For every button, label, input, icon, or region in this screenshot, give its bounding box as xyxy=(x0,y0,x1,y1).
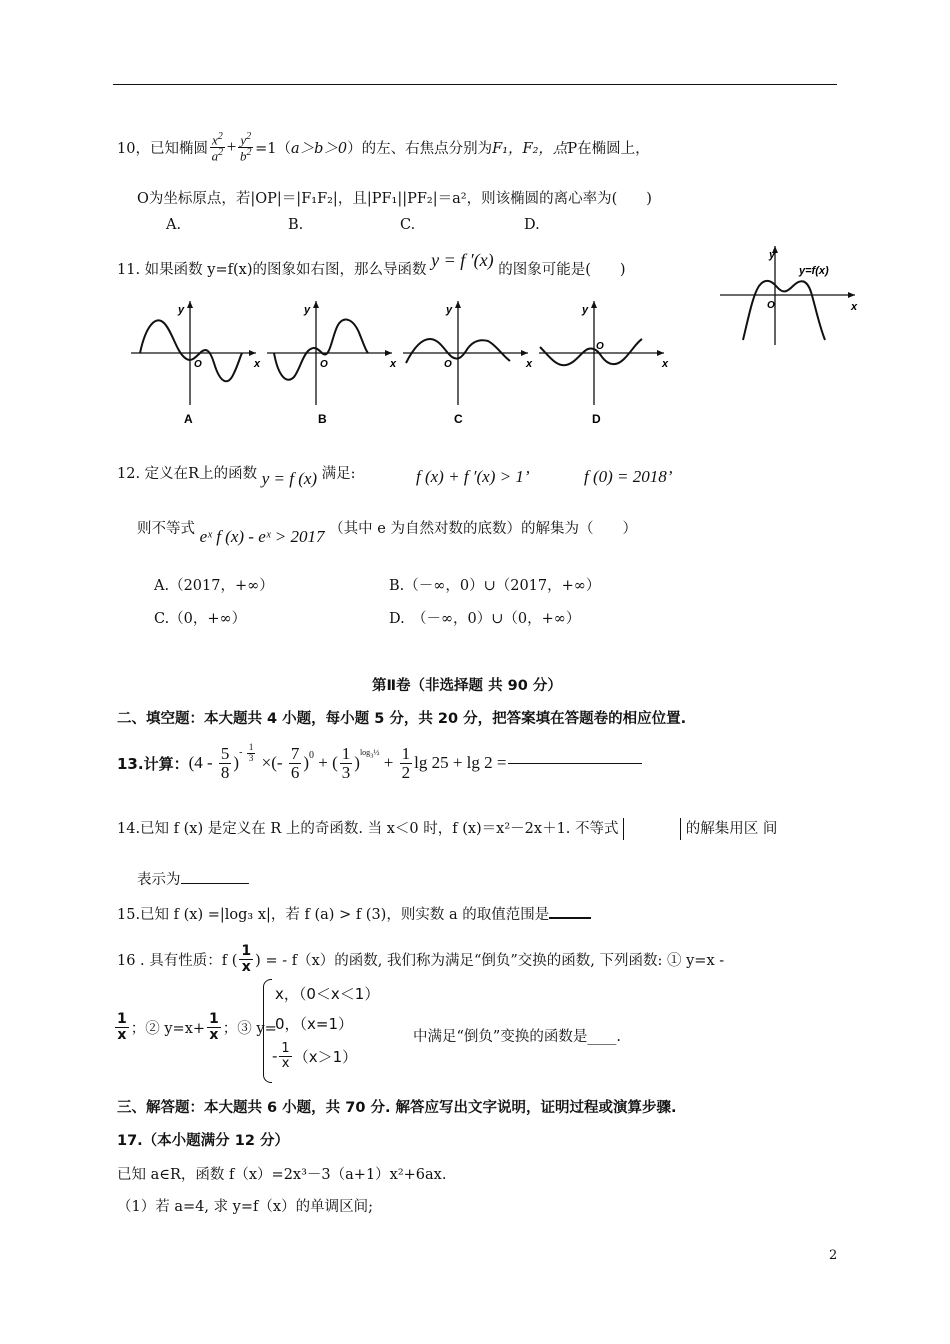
svg-text:y: y xyxy=(582,304,589,316)
q17-line2: （1）若 a=4, 求 y=f（x）的单调区间; xyxy=(117,1199,373,1215)
svg-text:O: O xyxy=(596,341,604,352)
q16-case-2: 0，（x=1） xyxy=(275,1015,354,1033)
label-b: B xyxy=(318,412,327,426)
q11-line xyxy=(117,250,626,279)
ref-fx-label: y=f(x) xyxy=(799,265,829,277)
q14-line2-text: 表示为 xyxy=(137,872,181,888)
q16-brace xyxy=(263,979,272,1083)
q10-line2-b: |OP|＝|F₁F₂|，且|PF₁||PF₂|＝a²，则该椭圆的离心率为( ) xyxy=(250,191,652,207)
q16-text-a: 16 . 具有性质：f ( xyxy=(117,952,238,969)
q10-line1: 10，已知椭圆 $\frac{x^2}{a^2}$ + $\frac{y^2}{b^2}$ =1（ a＞b＞0 ）的左、右焦点分别为 F₁，F₂，点 P在椭圆上， xyxy=(117,131,650,164)
q11-text-a: 11. 如果函数 y=f(x)的图象如右图，那么导函数 xyxy=(117,262,427,278)
reference-graph-fx xyxy=(715,240,865,350)
q14-line1 xyxy=(117,817,777,840)
q12-inequality: eˣ f (x) - eˣ > 2017 xyxy=(199,527,325,546)
q12-sat: 满足: xyxy=(321,466,356,482)
section2-title: 第Ⅱ卷（非选择题 共 90 分） xyxy=(372,678,562,694)
answer-section-header: 三、解答题：本大题共 6 小题，共 70 分. 解答应写出文字说明，证明过程或演算步骤. xyxy=(117,1100,677,1116)
ellipse-x-fraction: $\frac{x^2}{a^2}$ xyxy=(211,131,224,164)
q11-fprime: y = f ′(x) xyxy=(431,250,494,270)
svg-text:O: O xyxy=(194,359,202,370)
graph-b xyxy=(267,301,397,426)
q10-opt-b: B. xyxy=(288,217,304,233)
svg-text:O: O xyxy=(444,359,452,370)
q10-line2 xyxy=(137,187,652,208)
q15-text: 15.已知 f (x) =|log₃ x|，若 f (a) > f (3)，则实数 a 的取值范围是 xyxy=(117,907,550,923)
q12-opt-a: A.（2017，+∞） xyxy=(154,578,274,594)
q10-line2-a: O为坐标原点，若 xyxy=(137,191,251,207)
q17-line1: 已知 a∈R，函数 f（x）=2x³－3（a+1）x²+6ax. xyxy=(117,1167,447,1183)
q14-text-a: 14.已知 f (x) 是定义在 R 上的奇函数. 当 x＜0 时，f (x)＝x²－2x＋1. 不等式 xyxy=(117,821,619,837)
q12-cond2: f (0) = 2018’ xyxy=(584,467,673,486)
q16-tail: 中满足“倒负”变换的函数是____. xyxy=(413,1029,621,1045)
graph-a xyxy=(131,301,261,426)
q12-func: y = f (x) xyxy=(261,469,318,488)
q10-eq: =1（ xyxy=(255,140,291,157)
svg-text:O: O xyxy=(320,359,328,370)
q12-line1 xyxy=(117,462,356,488)
q12-cond1: f (x) + f ′(x) > 1’ xyxy=(416,467,530,486)
q15-answer-blank[interactable] xyxy=(549,917,591,919)
graph-c xyxy=(403,301,533,426)
q12-opt-c: C.（0，+∞） xyxy=(154,611,247,627)
fill-in-header: 二、填空题：本大题共 4 小题，每小题 5 分，共 20 分，把答案填在答题卷的相应位置. xyxy=(117,711,687,727)
label-c: C xyxy=(454,412,463,426)
q16-text-b: ) = - f（x）的函数, 我们称为满足“倒负”交换的函数, 下列函数: ① y=x - xyxy=(255,952,725,969)
svg-text:x: x xyxy=(254,358,261,370)
q14-line2 xyxy=(137,868,249,889)
q13-tail: lg 25 + lg 2 = xyxy=(414,753,507,773)
q10-number: 10，已知椭圆 xyxy=(117,140,208,157)
q10-opt-d: D. xyxy=(524,217,540,233)
q16-line2 xyxy=(113,1012,277,1042)
q10-opt-c: C. xyxy=(400,217,416,233)
q10-opt-a: A. xyxy=(166,217,182,233)
q12-opt-d: D. （－∞，0）∪（0，+∞） xyxy=(389,611,581,627)
q13-line xyxy=(117,742,642,782)
q16-fraction-1x: $\frac{1}{x}$ xyxy=(241,943,252,975)
q16-line2-a: ；② y=x+ xyxy=(130,1020,206,1037)
q17-title: 17.（本小题满分 12 分） xyxy=(117,1133,289,1149)
svg-text:y: y xyxy=(304,304,311,316)
q12-opt-b: B.（－∞，0）∪（2017，+∞） xyxy=(389,578,601,594)
ref-x-label: x xyxy=(851,301,858,313)
q16-case-1: x，（0＜x＜1） xyxy=(275,985,380,1003)
q13-answer-blank[interactable] xyxy=(508,763,642,764)
q13-label: 13.计算： xyxy=(117,754,189,773)
q10-condition: a＞b＞0 xyxy=(290,140,348,157)
ellipse-y-fraction: $\frac{y^2}{b^2}$ xyxy=(239,131,252,164)
q12-line2 xyxy=(137,517,637,546)
q16-fraction-b: $\frac{1}{x}$ xyxy=(209,1011,219,1043)
svg-text:x: x xyxy=(390,358,397,370)
q12-line2-b: （其中 e 为自然对数的底数）的解集为（ ） xyxy=(329,521,637,537)
header-rule xyxy=(113,84,837,85)
q14-inequality-image xyxy=(623,818,681,840)
q16-line1 xyxy=(117,944,724,974)
q13-expression: (4 - $\frac{5}{8}$ ) - $\frac{1}{3}$ ×(- $\frac{7}{6}$ ) 0 + ( $\frac{1}{3}$ ) $\log_3\frac{1}{2}$ + $\frac{1}{2}$ lg 25 + lg 2 = xyxy=(189,745,643,782)
q16-case-3: - $\frac{1}{x}$ （x＞1） xyxy=(272,1041,358,1071)
svg-text:x: x xyxy=(526,358,533,370)
graph-d xyxy=(539,301,669,426)
q12-text-a: 12. 定义在R上的函数 xyxy=(117,466,258,482)
ref-origin: O xyxy=(767,300,775,311)
page-number: 2 xyxy=(829,1248,838,1263)
q12-line2-a: 则不等式 xyxy=(137,521,195,537)
label-d: D xyxy=(592,412,601,426)
q16-line2-b: ；③ y= xyxy=(222,1020,277,1037)
q14-answer-blank[interactable] xyxy=(181,883,249,884)
option-graphs xyxy=(128,295,673,430)
q10-tail: ）的左、右焦点分别为 xyxy=(347,140,493,157)
q11-text-b: 的图象可能是( ) xyxy=(498,262,626,278)
svg-text:x: x xyxy=(662,358,669,370)
label-a: A xyxy=(184,412,193,426)
ref-y-label: y xyxy=(769,249,776,261)
q15-line xyxy=(117,903,591,924)
svg-text:y: y xyxy=(178,304,185,316)
q10-point: P在椭圆上， xyxy=(567,140,650,157)
q16-fraction-a: $\frac{1}{x}$ xyxy=(117,1011,127,1043)
svg-text:y: y xyxy=(446,304,453,316)
q10-foci: F₁，F₂，点 xyxy=(492,140,568,157)
q14-text-b: 的解集用区 间 xyxy=(685,821,778,837)
